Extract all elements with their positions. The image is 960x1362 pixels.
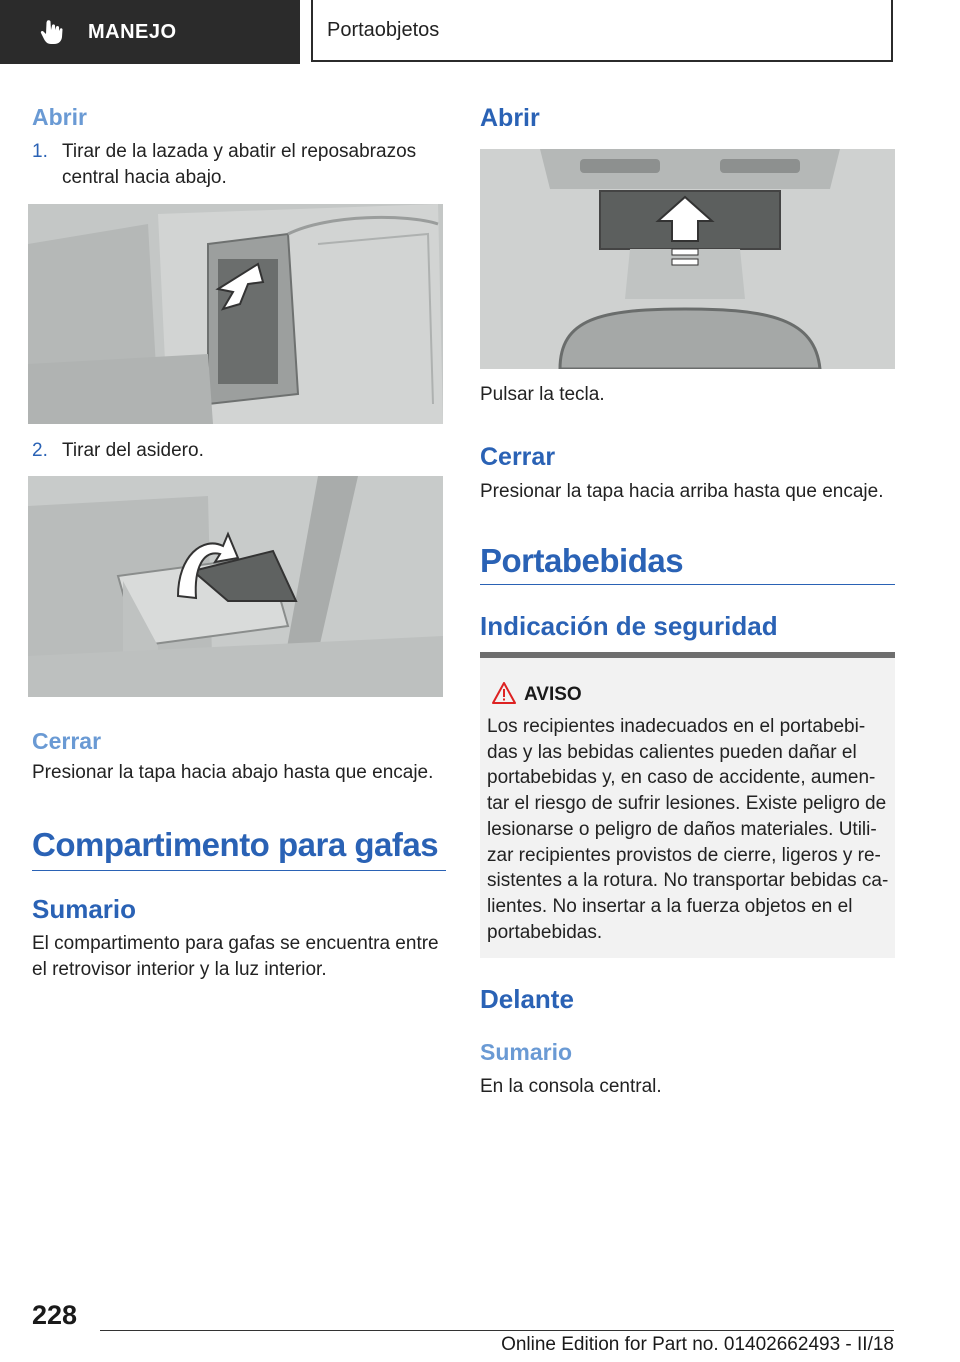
step-1-line-1: Tirar de la lazada y abatir el reposabrazos <box>62 141 417 162</box>
portabebidas-heading-rule <box>480 584 895 585</box>
footer-edition: Online Edition for Part no. 01402662493 - II/18 <box>501 1334 894 1355</box>
pulsar-text: Pulsar la tecla. <box>480 384 605 405</box>
left-abrir-heading: Abrir <box>32 104 87 130</box>
right-cerrar-text: Presionar la tapa hacia arriba hasta que encaje. <box>480 481 884 502</box>
left-sumario-heading: Sumario <box>32 894 137 924</box>
chapter-tab[interactable] <box>0 0 300 64</box>
step-1 <box>32 139 48 165</box>
left-cerrar-heading: Cerrar <box>32 728 102 754</box>
warning-body <box>487 714 889 945</box>
warning-line: lientes. No insertar a la fuerza objetos en el <box>487 895 853 917</box>
rear-seat-illustration <box>28 204 443 424</box>
armrest-handle-photo <box>28 476 443 697</box>
gafas-heading: Compartimento para gafas <box>32 826 439 863</box>
step-1-text <box>62 139 452 191</box>
step-2-number <box>32 438 48 464</box>
chapter-title: MANEJO <box>88 20 177 43</box>
warning-label: AVISO <box>524 684 582 705</box>
left-sumario-line-2: el retrovisor interior y la luz interior. <box>32 959 327 980</box>
warning-line: sistentes a la rotura. No transportar bebidas ca- <box>487 870 889 892</box>
step-2-number-label: 2. <box>32 440 48 461</box>
warning-line: lesionarse o peligro de daños materiales. Utili- <box>487 818 877 840</box>
left-sumario-line-1: El compartimento para gafas se encuentra entre <box>32 933 439 954</box>
rear-seat-armrest-photo <box>28 204 443 424</box>
warning-box <box>480 652 895 958</box>
delante-heading: Delante <box>480 984 574 1014</box>
portabebidas-heading: Portabebidas <box>480 542 684 579</box>
right-sumario-text: En la consola central. <box>480 1076 662 1097</box>
left-cerrar-text: Presionar la tapa hacia abajo hasta que encaje. <box>32 762 434 783</box>
warning-line: portabebidas y, en caso de accidente, aumen- <box>487 767 876 789</box>
step-1-line-2: central hacia abajo. <box>62 167 227 188</box>
armrest-handle-illustration <box>28 476 443 697</box>
gafas-heading-rule <box>32 870 446 871</box>
right-cerrar-heading: Cerrar <box>480 443 556 471</box>
right-abrir-heading: Abrir <box>480 104 540 132</box>
glasses-compartment-illustration <box>480 149 895 369</box>
warning-line: tar el riesgo de sufrir lesiones. Existe peligro de <box>487 793 887 815</box>
footer-rule <box>100 1330 894 1331</box>
right-sumario-heading: Sumario <box>480 1039 573 1065</box>
left-sumario-text <box>32 931 452 983</box>
step-1-number: 1. <box>32 141 48 162</box>
warning-triangle-icon <box>492 682 516 704</box>
section-tab <box>311 0 893 62</box>
section-title: Portaobjetos <box>327 18 440 41</box>
step-2-text: Tirar del asidero. <box>62 440 204 461</box>
warning-line: Los recipientes inadecuados en el portabebi- <box>487 716 866 737</box>
warning-line: das y las bebidas calientes pueden dañar el <box>487 741 857 763</box>
warning-line: zar recipientes provistos de cierre, ligeros y re- <box>487 844 881 866</box>
glasses-compartment-photo <box>480 149 895 369</box>
seguridad-heading: Indicación de seguridad <box>480 611 778 641</box>
warning-line: portabebidas. <box>487 921 603 943</box>
page-number: 228 <box>32 1300 78 1330</box>
hand-pointer-icon <box>38 18 66 46</box>
